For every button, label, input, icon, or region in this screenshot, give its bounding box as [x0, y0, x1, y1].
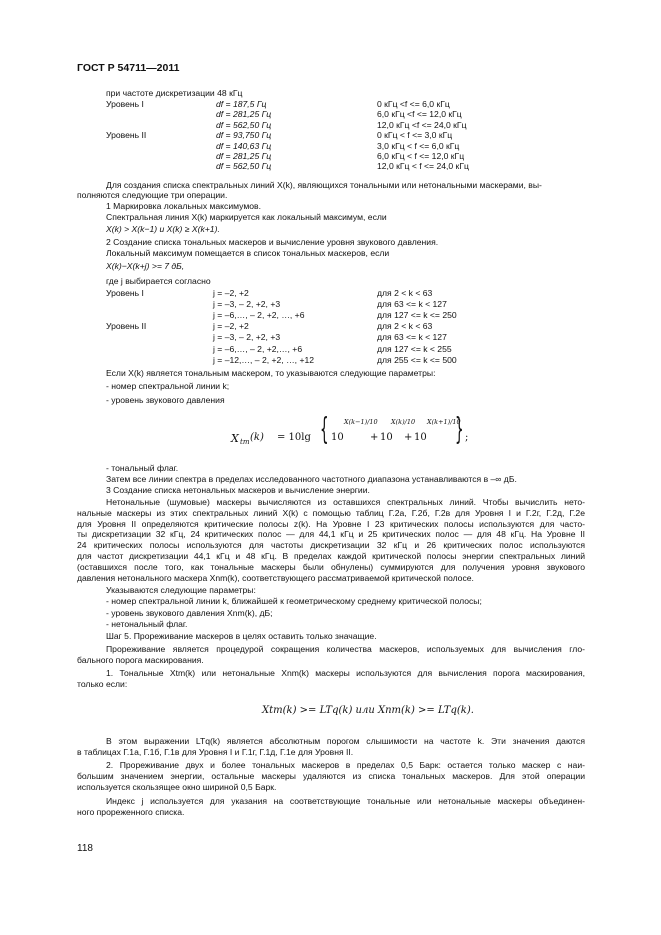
- bullet: - номер спектральной линии k;: [106, 381, 230, 391]
- sampling-cell-df: df = 187,5 Гц: [216, 99, 267, 109]
- intro-line: при частоте дискретизации 48 кГц: [106, 88, 243, 98]
- para-line: Прореживание является процедурой сокращения количества маскеров, используемых для вычисления гло-: [106, 644, 585, 654]
- bullet: - уровень звукового давления Xnm(k), дБ;: [106, 608, 273, 618]
- j-cell-j: j = –2, +2: [213, 288, 249, 298]
- j-cell-r: для 255 <= k <= 500: [377, 354, 457, 365]
- bullet: - номер спектральной линии k, ближайшей к геометрическому среднему критической полосы;: [106, 596, 482, 606]
- j-cell-r: для 2 < k < 63: [377, 321, 433, 332]
- para-line: где j выбирается согласно: [106, 276, 211, 286]
- sampling-cell-df: df = 281,25 Гц: [216, 151, 272, 161]
- formula-local-max: X(k) > X(k−1) и X(k) ≥ X(k+1).: [106, 224, 220, 234]
- j-cell-lv: Уровень I: [106, 288, 144, 298]
- para-line: Для создания списка спектральных линий X(k), являющихся тональными или нетональными маскерами, вы-: [106, 180, 542, 190]
- para-line: только если:: [77, 679, 128, 689]
- para-line: Индекс j используется для указания на соответствующие тональные или нетональные маскеры объединен-: [106, 796, 585, 806]
- para-line: для частот дискретизации 44,1 кГц и 48 кГц. В пределах каждой критической полосы энергии спектральных линий: [77, 551, 585, 561]
- bullet: - уровень звукового давления: [106, 395, 225, 405]
- para-line: Локальный максимум помещается в список тональных маскеров, если: [106, 248, 390, 258]
- para-line: В этом выражении LTq(k) является абсолютным порогом слышимости на частоте k. Эти значения даются: [106, 736, 585, 746]
- para-line: 1. Тональные Xtm(k) или нетональные Xnm(k) маскеры используются для вычисления порога маскирования,: [106, 668, 585, 678]
- sampling-cell-rng: 12,0 кГц <f <= 24,0 кГц: [377, 119, 467, 130]
- para-line: Указываются следующие параметры:: [106, 585, 256, 595]
- para-line: 2. Прореживание двух и более тональных маскеров в пределах 0,5 Барк: остается только маскер с наи-: [106, 760, 585, 770]
- standard-header: ГОСТ Р 54711—2011: [77, 62, 180, 74]
- sampling-cell-df: df = 140,63 Гц: [216, 140, 272, 151]
- formula-tonal-condition: X(k)−X(k+j) >= 7 дБ,: [106, 261, 185, 271]
- para-line: нальные маскеры из этих спектральных линий X(k) с помощью таблиц Г.2а, Г.2б, Г.2в для Уровня I и Г.2г, Г.2д, Г.2е: [77, 507, 585, 518]
- page-number: 118: [77, 843, 93, 854]
- sampling-cell-lv: Уровень I: [106, 99, 144, 109]
- para-line: ты дискретизации 32 кГц, 24 критических полос — для 44,1 кГц и 25 критических полос — для 48 кГц. На Уровне II: [77, 529, 585, 540]
- sampling-cell-rng: 6,0 кГц < f <= 12,0 кГц: [377, 151, 465, 161]
- j-cell-r: для 127 <= k <= 250: [377, 310, 457, 321]
- j-cell-j: j = –6,…, – 2, +2,…, +6: [213, 343, 303, 354]
- j-cell-j: j = –3, – 2, +2, +3: [213, 299, 281, 310]
- step-heading: 3 Создание списка нетональных маскеров и вычисление энергии.: [106, 485, 370, 495]
- j-cell-j: j = –2, +2: [213, 321, 249, 332]
- para-line: давления нетонального маскера Xnm(k), соответствующего рассматриваемой критической полосе.: [77, 572, 474, 583]
- sampling-cell-df: df = 93,750 Гц: [216, 130, 272, 141]
- para-line: Нетональные (шумовые) маскеры вычисляются из оставшихся спектральных линий. Чтобы вычислить нето-: [106, 497, 585, 507]
- j-cell-r: для 63 <= k < 127: [377, 299, 447, 310]
- j-cell-j: j = –6,…, – 2, +2, …, +6: [213, 310, 305, 321]
- j-cell-j: j = –12,…, – 2, +2, …, +12: [213, 354, 315, 365]
- para-line: для Уровня II определяются критические полосы z(k). На Уровне I 23 критических полосы используются для часто-: [77, 518, 585, 529]
- para-line: большим значением энергии, остальные маскеры удаляются из списка тональных маскеров. Для этой операции: [77, 771, 585, 781]
- sampling-cell-rng: 0 кГц < f <= 3,0 кГц: [377, 130, 453, 141]
- sampling-cell-rng: 6,0 кГц <f <= 12,0 кГц: [377, 109, 462, 120]
- para-line: используется скользящее окно шириной 0,5 Барк.: [77, 782, 277, 792]
- para-line: (оставшихся после того, как тональные маскеры были обнулены) суммируются для получения уровня звукового: [77, 561, 585, 572]
- sampling-cell-df: df = 281,25 Гц: [216, 109, 272, 120]
- sampling-cell-lv: Уровень II: [106, 130, 147, 141]
- sampling-cell-rng: 0 кГц <f <= 6,0 кГц: [377, 99, 450, 109]
- j-cell-lv: Уровень II: [106, 321, 147, 332]
- step-heading: 2 Создание списка тональных маскеров и вычисление уровня звукового давления.: [106, 237, 439, 247]
- j-cell-j: j = –3, – 2, +2, +3: [213, 332, 281, 343]
- bullet: - тональный флаг.: [106, 463, 179, 473]
- document-page: ГОСТ Р 54711—2011 при частоте дискретизации 48 кГц Уровень I df = 187,5 Гц 0 кГц <f <= 6,0 кГц df = 281,25 Гц 6,0 кГц <f <= 12,0 кГц df = 562,50 Гц 12,0 кГц <f <= 24,0 кГц Уровень II df = 93,750 Гц 0 кГц < f <= 3,0 кГц df = 140,63 Гц 3,0 кГц < f <= 6,0 кГц df = 281,25 Гц 6,0 кГц < f <= 12,0 кГц df = 562,50 Гц 12,0 кГц < f <= 24,0 кГц Для создания списка спектральных линий X(k), являющихся тональными или нетональными маскерами, вы- полняются следующие три операции. 1 Маркировка локальных максимумов. Спектральная линия X(k) маркируется как локальный максимум, если X(k) > X(k−1) и X(k) ≥ X(k+1). 2 Создание списка тональных маскеров и вычисление уровня звукового давления. Локальный максимум помещается в список тональных маскеров, если X(k)−X(k+j) >= 7 дБ, где j выбирается согласно Уровень I j = –2, +2 для 2 < k < 63 j = –3, – 2, +2, +3 для 63 <= k < 127 j = –6,…, – 2, +2, …, +6 для 127 <= k <= 250 Уровень II j = –2, +2 для 2 < k < 63 j = –3, – 2, +2, +3 для 63 <= k < 127 j = –6,…, – 2, +2,…, +6 для 127 <= k < 255 j = –12,…, – 2, +2, …, +12 для 255 <= k <= 500 Если X(k) является тональным маскером, то указываются следующие параметры: - номер спектральной линии k; - уровень звукового давления X tm (k) = 10lg { 10 X(k−1)/10 + 10 X(k)/10 + 10 X(k+1)/10 } ; - тональный флаг. Затем все линии спектра в пределах исследованного частотного диапазона устанавливаются в –∞ дБ. 3 Создание списка нетональных маскеров и вычисление энергии. Нетональные (шумовые) маскеры вычисляются из оставшихся спектральных линий. Чтобы вычислить нето- нальные маскеры из этих спектральных линий X(k) с помощью таблиц Г.2а, Г.2б, Г.2в для Уровня I и Г.2г, Г.2д, Г.2е для Уровня II определяются критические полосы z(k). На Уровне I 23 критических полосы используются для часто- ты дискретизации 32 кГц, 24 критических полос — для 44,1 кГц и 25 критических полос — для 48 кГц. На Уровне II 24 критических полосы используются для частоты дискретизации 32 кГц и 26 критических полос используются для частот дискретизации 44,1 кГц и 48 кГц. В пределах каждой критической полосы энергии спектральных линий (оставшихся после того, как тональные маскеры были обнулены) суммируются для получения уровня звукового давления нетонального маскера Xnm(k), соответствующего рассматриваемой критической полосе. Указываются следующие параметры: - номер спектральной линии k, ближайшей к геометрическому среднему критической полосы; - уровень звукового давления Xnm(k), дБ; - нетональный флаг. Шаг 5. Прореживание маскеров в целях оставить только значащие. Прореживание является процедурой сокращения количества маскеров, используемых для вычисления гло- бального порога маскирования. 1. Тональные Xtm(k) или нетональные Xnm(k) маскеры используются для вычисления порога маскирования, только если: Xtm(k) >= LTq(k) или Xnm(k) >= LTq(k). В этом выражении LTq(k) является абсолютным порогом слышимости на частоте k. Эти значения даются в таблицах Г.1а, Г.1б, Г.1в для Уровня I и Г.1г, Г.1д, Г.1е для Уровня II. 2. Прореживание двух и более тональных маскеров в пределах 0,5 Барк: остается только маскер с наи- большим значением энергии, остальные маскеры удаляются из списка тональных маскеров. Для этой операции используется скользящее окно шириной 0,5 Барк. Индекс j используется для указания на соответствующие тональные или нетональные маскеры объединен- ного прореженного списка. 118: [77, 62, 585, 854]
- sampling-cell-rng: 3,0 кГц < f <= 6,0 кГц: [377, 140, 460, 151]
- j-cell-r: для 63 <= k < 127: [377, 332, 447, 343]
- para-line: в таблицах Г.1а, Г.1б, Г.1в для Уровня I и Г.1г, Г.1д, Г.1е для Уровня II.: [77, 747, 354, 757]
- para-line: Затем все линии спектра в пределах исследованного частотного диапазона устанавливаются в –∞ дБ.: [106, 474, 517, 484]
- sampling-cell-df: df = 562,50 Гц: [216, 161, 272, 172]
- para-line: Если X(k) является тональным маскером, то указываются следующие параметры:: [106, 368, 436, 378]
- para-line: 24 критических полосы используются для частоты дискретизации 32 кГц и 26 критических полос используются: [77, 540, 585, 551]
- para-line: полняются следующие три операции.: [77, 190, 228, 200]
- step-heading: 1 Маркировка локальных максимумов.: [106, 201, 261, 211]
- j-cell-r: для 2 < k < 63: [377, 288, 433, 298]
- formula-threshold: Xtm(k) >= LTq(k) или Xnm(k) >= LTq(k).: [262, 705, 474, 716]
- para-line: бального порога маскирования.: [77, 655, 204, 665]
- sampling-cell-rng: 12,0 кГц < f <= 24,0 кГц: [377, 161, 469, 172]
- para-line: Спектральная линия X(k) маркируется как локальный максимум, если: [106, 212, 387, 222]
- sampling-cell-df: df = 562,50 Гц: [216, 119, 272, 130]
- para-line: ного прореженного списка.: [77, 807, 185, 817]
- j-cell-r: для 127 <= k < 255: [377, 343, 452, 354]
- step-heading: Шаг 5. Прореживание маскеров в целях оставить только значащие.: [106, 631, 377, 641]
- bullet: - нетональный флаг.: [106, 619, 188, 629]
